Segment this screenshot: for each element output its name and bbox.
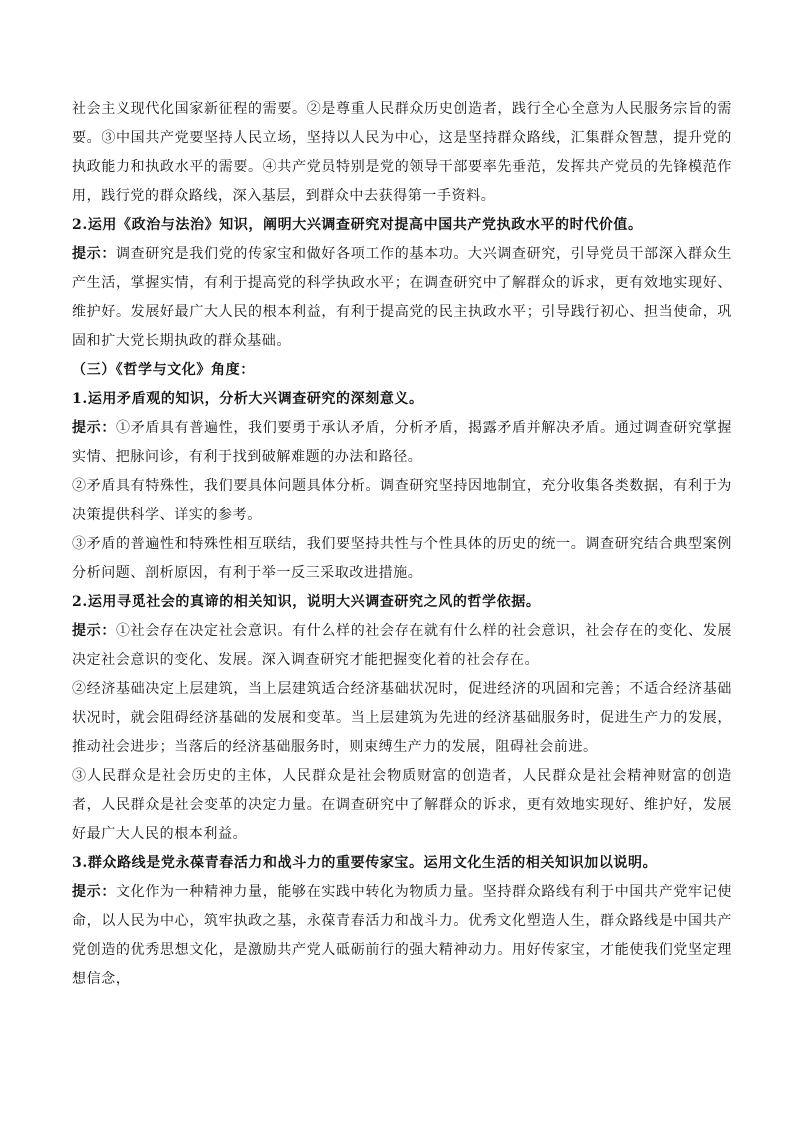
hint-label: 提示： xyxy=(72,884,117,900)
paragraph-people-masses: ③人民群众是社会历史的主体，人民群众是社会物质财富的创造者，人民群众是社会精神财富的创造者，人民群众是社会变革的决定力量。在调查研究中了解群众的诉求，更有效地实现好、维护好，发展好最广大人民的根本利益。 xyxy=(72,768,732,842)
section-heading-philosophy: （三）《哲学与文化》角度： xyxy=(72,362,255,378)
paragraph-universality: ③矛盾的普遍性和特殊性相互联结，我们要坚持共性与个性具体的历史的统一。调查研究结合典型案例分析问题、剖析原因，有利于举一反三采取改进措施。 xyxy=(72,536,732,581)
hint-paragraph xyxy=(72,617,732,675)
question-heading-philosophy-3: 3.群众路线是党永葆青春活力和战斗力的重要传家宝。运用文化生活的相关知识加以说明。 xyxy=(72,855,658,871)
hint-label: 提示： xyxy=(72,623,117,639)
hint-text: ①社会存在决定社会意识。有什么样的社会存在就有什么样的社会意识，社会存在的变化、发展决定社会意识的变化、发展。深入调查研究才能把握变化着的社会存在。 xyxy=(72,623,732,668)
paragraph-intro: 社会主义现代化国家新征程的需要。②是尊重人民群众历史创造者，践行全心全意为人民服务宗旨的需要。③中国共产党要坚持人民立场，坚持以人民为中心，这是坚持群众路线，汇集群众智慧，提升党的执政能力和执政水平的需要。④共产党员特别是党的领导干部要率先垂范，发挥共产党员的先锋模范作用，践行党的群众路线，深入基层，到群众中去获得第一手资料。 xyxy=(72,101,732,204)
hint-paragraph xyxy=(72,878,732,994)
hint-text: ①矛盾具有普遍性，我们要勇于承认矛盾，分析矛盾，揭露矛盾并解决矛盾。通过调查研究掌握实情、把脉问诊，有利于找到破解难题的办法和路径。 xyxy=(72,420,732,465)
hint-label: 提示： xyxy=(72,246,117,262)
document-page xyxy=(72,95,732,994)
hint-paragraph xyxy=(72,414,732,472)
hint-text: 调查研究是我们党的传家宝和做好各项工作的基本功。大兴调查研究，引导党员干部深入群众生产生活，掌握实情，有利于提高党的科学执政水平；在调查研究中了解群众的诉求，更有效地实现好、维护好。发展好最广大人民的根本利益，有利于提高党的民主执政水平；引导践行初心、担当使命，巩固和扩大党长期执政的群众基础。 xyxy=(72,246,732,349)
question-heading-philosophy-2: 2.运用寻觅社会的真谛的相关知识，说明大兴调查研究之风的哲学依据。 xyxy=(72,594,541,610)
paragraph-economic-base: ②经济基础决定上层建筑，当上层建筑适合经济基础状况时，促进经济的巩固和完善；不适合经济基础状况时，就会阻碍经济基础的发展和变革。当上层建筑为先进的经济基础服务时，促进生产力的发展，推动社会进步；当落后的经济基础服务时，则束缚生产力的发展，阻碍社会前进。 xyxy=(72,681,732,755)
paragraph-particularity: ②矛盾具有特殊性，我们要具体问题具体分析。调查研究坚持因地制宜，充分收集各类数据，有利于为决策提供科学、详实的参考。 xyxy=(72,478,732,523)
hint-label: 提示： xyxy=(72,420,117,436)
hint-text: 文化作为一种精神力量，能够在实践中转化为物质力量。坚持群众路线有利于中国共产党牢记使命，以人民为中心，筑牢执政之基，永葆青春活力和战斗力。优秀文化塑造人生，群众路线是中国共产党创造的优秀思想文化，是激励共产党人砥砺前行的强大精神动力。用好传家宝，才能使我们党坚定理想信念， xyxy=(72,884,732,987)
question-heading-politics-2: 2.运用《政治与法治》知识，阐明大兴调查研究对提高中国共产党执政水平的时代价值。 xyxy=(72,217,643,233)
hint-paragraph xyxy=(72,240,732,356)
question-heading-philosophy-1: 1.运用矛盾观的知识，分析大兴调查研究的深刻意义。 xyxy=(72,391,424,407)
